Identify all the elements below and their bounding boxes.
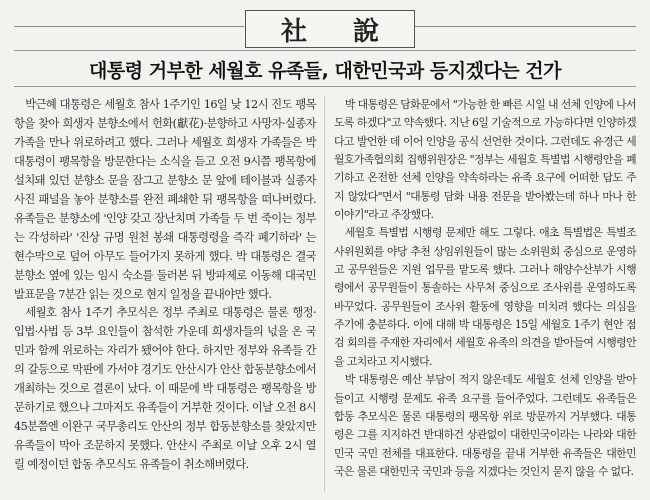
masthead-rule-right (414, 26, 636, 27)
masthead-rule-left (14, 26, 244, 27)
paragraph: 박근혜 대통령은 세월호 참사 1주기인 16일 낮 12시 진도 팽목항을 찾아 희생자 분향소에서 헌화(獻花)·분향하고 사망자·실종자 가족을 만나 위로하려고 했다. 그러나 세월호 희생자 가족들은 박 대통령이 팽목항을 방문한다는 소식을 듣고 오전 9시쯤 팽목항에 설치돼 있던 분향소 문을 잠그고 분향소 문 앞에 테이블과 실종자 사진 패널을 놓아 분향소를 완전 폐쇄한 뒤 팽목항을 떠나버렸다. 유족들은 분향소에 '인양 갖고 장난치며 가족들 두 번 죽이는 정부는 각성하라' '진상 규명 원천 봉쇄 대통령령을 즉각 폐기하라' 는 현수막으로 덮어 아무도 들어가지 못하게 했다. 박 대통령은 결국 분향소 옆에 있는 임시 숙소를 둘러본 뒤 방파제로 이동해 대국민 발표문을 7분간 읽는 것으로 현지 일정을 끝내야만 했다. (14, 98, 316, 301)
headline-rule-bottom (14, 86, 636, 87)
column-divider (324, 96, 325, 492)
article-column-left (14, 96, 316, 475)
paragraph: 세월호 참사 1주기 추모식은 정부 주최로 대통령은 물론 행정·입법·사법 등 3부 요인들이 참석한 가운데 희생자들의 넋을 온 국민과 함께 위로하는 자리가 됐어야 한다. 하지만 정부와 유족들 간의 갈등으로 막판에 가서야 경기도 안산시가 안산 합동분향소에서 개최하는 것으로 결론이 났다. 이 때문에 박 대통령은 팽목항을 방문하기로 했으나 그마저도 유족들이 거부한 것이다. 이날 오전 8시 45분쯤엔 이완구 국무총리도 안산의 정부 합동분향소를 찾았지만 유족들이 막아 조문하지 못했다. 안산시 주최로 이날 오후 2시 열릴 예정이던 합동 추모식도 유족들이 취소해버렸다. (14, 306, 316, 472)
masthead-char-right: 說 (353, 16, 380, 47)
editorial-headline: 대통령 거부한 세월호 유족들, 대한민국과 등지겠다는 건가 (89, 60, 561, 82)
paragraph: 박 대통령은 담화문에서 "가능한 한 빠른 시일 내 선체 인양에 나서도록 하겠다"고 약속했다. 지난 6일 기술적으로 가능하다면 인양하겠다고 발언한 데 이어 인양을 공식 선언한 것이다. 그런데도 유경근 세월호가족협의회 집행위원장은 "정부는 세월호 특별법 시행령안을 폐기하고 온전한 선체 인양을 약속하라는 유족 요구에 어떠한 답도 주지 않았다"면서 "대통령 담화 내용 전문을 받아봤는데 하나 마나 한 이야기"라고 주장했다. (334, 98, 636, 222)
headline-rule-top (14, 50, 636, 51)
paragraph: 세월호 특별법 시행령 문제만 해도 그렇다. 애초 특별법은 특별조사위원회를 야당 추천 상임위원들이 많는 소위원회 중심으로 운영하고 공무원들은 지원 업무를 맡도록 했다. 그러나 해양수산부가 시행령에서 공무원들이 통솔하는 사무처 중심으로 조사위를 운영하도록 바꾸었다. 공무원들이 조사위 활동에 영향을 미치려 했다는 의심을 주기에 충분하다. 이에 대해 박 대통령은 15일 세월호 1주기 현안 점검 회의를 주재한 자리에서 세월호 유족의 의견을 받아들여 시행령안을 고치라고 지시했다. (334, 226, 636, 368)
editorial-masthead (245, 10, 415, 48)
article-column-right (334, 96, 636, 481)
masthead-char-left: 社 (280, 16, 307, 47)
paragraph: 박 대통령은 예산 부담이 적지 않은데도 세월호 선체 인양을 받아들이고 시행령 문제도 유족 요구를 들어주었다. 그런데도 유족들은 합동 추모식은 물론 대통령의 팽목항 위로 방문까지 거부했다. 대통령은 그를 지지하건 반대하건 상관없이 대한민국이라는 나라와 대한민국 국민 전체를 대표한다. 대통령을 끝내 거부한 유족들은 대한민국은 물론 대한민국 국민과 등을 지겠다는 것인지 묻지 않을 수 없다. (334, 373, 636, 478)
